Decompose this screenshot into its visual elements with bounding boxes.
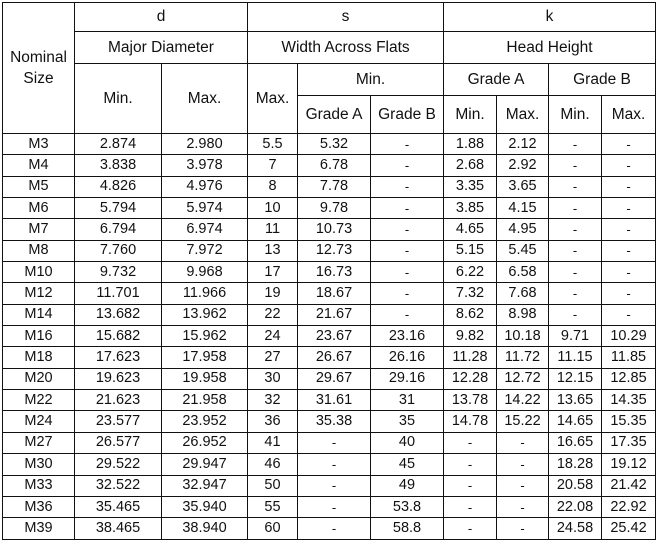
table-cell: 6.794 xyxy=(75,219,162,240)
nominal-size-cell: M39 xyxy=(3,518,75,539)
k-grade-b-max-header: Max. xyxy=(602,96,656,134)
table-cell: 12.73 xyxy=(298,240,371,261)
table-cell: 12.28 xyxy=(444,368,497,389)
table-row xyxy=(3,155,656,176)
table-cell: - xyxy=(549,134,602,155)
table-row xyxy=(3,283,656,304)
table-cell: 5.794 xyxy=(75,198,162,219)
table-cell: - xyxy=(497,432,549,453)
table-cell: 27 xyxy=(248,347,298,368)
table-row xyxy=(3,176,656,197)
s-max-header: Max. xyxy=(248,64,298,134)
table-cell: 13.78 xyxy=(444,390,497,411)
k-grade-a-header: Grade A xyxy=(444,64,549,96)
table-cell: 29.522 xyxy=(75,454,162,475)
nominal-size-header xyxy=(3,3,75,134)
table-cell: 10.73 xyxy=(298,219,371,240)
table-cell: - xyxy=(497,454,549,475)
table-cell: 50 xyxy=(248,475,298,496)
table-cell: 18.28 xyxy=(549,454,602,475)
table-row xyxy=(3,496,656,517)
table-cell: 18.67 xyxy=(298,283,371,304)
table-cell: - xyxy=(549,219,602,240)
table-row xyxy=(3,304,656,325)
table-cell: 4.826 xyxy=(75,176,162,197)
major-diameter-header: Major Diameter xyxy=(75,32,248,64)
table-cell: 29.16 xyxy=(371,368,444,389)
table-cell: - xyxy=(298,454,371,475)
table-row xyxy=(3,198,656,219)
table-cell: - xyxy=(444,475,497,496)
table-cell: 24.58 xyxy=(549,518,602,539)
table-row xyxy=(3,326,656,347)
nominal-size-cell: M5 xyxy=(3,176,75,197)
table-cell: 26.16 xyxy=(371,347,444,368)
table-cell: 6.974 xyxy=(162,219,248,240)
table-cell: - xyxy=(371,198,444,219)
table-cell: 2.874 xyxy=(75,134,162,155)
table-cell: 11.72 xyxy=(497,347,549,368)
table-cell: 3.65 xyxy=(497,176,549,197)
width-across-flats-header: Width Across Flats xyxy=(248,32,444,64)
table-cell: 11.701 xyxy=(75,283,162,304)
table-cell: 2.92 xyxy=(497,155,549,176)
table-cell: 22.08 xyxy=(549,496,602,517)
table-cell: 9.732 xyxy=(75,262,162,283)
table-cell: 6.58 xyxy=(497,262,549,283)
table-cell: 8.62 xyxy=(444,304,497,325)
table-cell: - xyxy=(298,432,371,453)
s-min-grade-b-header: Grade B xyxy=(371,96,444,134)
table-cell: - xyxy=(602,304,656,325)
s-header: s xyxy=(248,3,444,32)
table-cell: - xyxy=(444,454,497,475)
table-cell: - xyxy=(549,283,602,304)
table-cell: 11.15 xyxy=(549,347,602,368)
table-cell: 4.95 xyxy=(497,219,549,240)
table-cell: 23.16 xyxy=(371,326,444,347)
table-cell: - xyxy=(549,176,602,197)
table-cell: - xyxy=(444,432,497,453)
table-cell: 2.68 xyxy=(444,155,497,176)
table-cell: 17.623 xyxy=(75,347,162,368)
k-grade-a-min-header: Min. xyxy=(444,96,497,134)
table-cell: 21.623 xyxy=(75,390,162,411)
table-cell: 13.962 xyxy=(162,304,248,325)
table-cell: 11 xyxy=(248,219,298,240)
table-cell: 58.8 xyxy=(371,518,444,539)
table-cell: 4.15 xyxy=(497,198,549,219)
table-cell: 19.12 xyxy=(602,454,656,475)
table-cell: - xyxy=(497,518,549,539)
table-cell: - xyxy=(497,496,549,517)
table-cell: 29.947 xyxy=(162,454,248,475)
table-cell: 7.972 xyxy=(162,240,248,261)
table-row xyxy=(3,432,656,453)
table-cell: 38.465 xyxy=(75,518,162,539)
table-cell: 5.32 xyxy=(298,134,371,155)
table-cell: 8 xyxy=(248,176,298,197)
table-cell: 7.78 xyxy=(298,176,371,197)
nominal-size-cell: M20 xyxy=(3,368,75,389)
d-min-header: Min. xyxy=(75,64,162,134)
nominal-size-cell: M12 xyxy=(3,283,75,304)
table-cell: 23.952 xyxy=(162,411,248,432)
table-cell: 13 xyxy=(248,240,298,261)
table-cell: - xyxy=(602,262,656,283)
nominal-size-cell: M4 xyxy=(3,155,75,176)
table-row xyxy=(3,411,656,432)
table-cell: 19.958 xyxy=(162,368,248,389)
table-cell: - xyxy=(371,240,444,261)
table-cell: - xyxy=(602,155,656,176)
table-cell: 10.29 xyxy=(602,326,656,347)
table-row xyxy=(3,134,656,155)
table-cell: 10 xyxy=(248,198,298,219)
table-cell: - xyxy=(298,496,371,517)
table-row xyxy=(3,475,656,496)
table-row xyxy=(3,262,656,283)
table-cell: - xyxy=(371,176,444,197)
table-cell: 2.980 xyxy=(162,134,248,155)
table-cell: - xyxy=(371,134,444,155)
d-max-header: Max. xyxy=(162,64,248,134)
table-cell: 23.67 xyxy=(298,326,371,347)
table-cell: 5.5 xyxy=(248,134,298,155)
table-cell: - xyxy=(602,134,656,155)
table-header xyxy=(3,3,656,134)
s-min-header: Min. xyxy=(298,64,444,96)
nominal-size-cell: M18 xyxy=(3,347,75,368)
table-cell: 16.73 xyxy=(298,262,371,283)
table-cell: 41 xyxy=(248,432,298,453)
table-cell: - xyxy=(602,198,656,219)
table-cell: 14.22 xyxy=(497,390,549,411)
table-cell: 38.940 xyxy=(162,518,248,539)
table-cell: 31.61 xyxy=(298,390,371,411)
table-cell: 23.577 xyxy=(75,411,162,432)
table-cell: 17.958 xyxy=(162,347,248,368)
table-row xyxy=(3,347,656,368)
table-cell: 26.577 xyxy=(75,432,162,453)
table-cell: 9.78 xyxy=(298,198,371,219)
table-cell: 10.18 xyxy=(497,326,549,347)
nominal-size-cell: M33 xyxy=(3,475,75,496)
nominal-size-cell: M36 xyxy=(3,496,75,517)
table-cell: - xyxy=(298,475,371,496)
table-cell: 17.35 xyxy=(602,432,656,453)
table-cell: 15.35 xyxy=(602,411,656,432)
table-cell: 55 xyxy=(248,496,298,517)
table-cell: 22.92 xyxy=(602,496,656,517)
table-cell: 5.15 xyxy=(444,240,497,261)
table-cell: 49 xyxy=(371,475,444,496)
k-header: k xyxy=(444,3,656,32)
hex-bolt-dimensions-table xyxy=(2,2,656,540)
table-cell: 19.623 xyxy=(75,368,162,389)
table-cell: 46 xyxy=(248,454,298,475)
table-cell: 24 xyxy=(248,326,298,347)
table-cell: - xyxy=(602,176,656,197)
nominal-size-cell: M3 xyxy=(3,134,75,155)
table-cell: 53.8 xyxy=(371,496,444,517)
table-cell: 35.465 xyxy=(75,496,162,517)
table-cell: - xyxy=(444,496,497,517)
table-row xyxy=(3,518,656,539)
nominal-size-cell: M7 xyxy=(3,219,75,240)
table-cell: 22 xyxy=(248,304,298,325)
table-body xyxy=(3,134,656,540)
table-cell: 7 xyxy=(248,155,298,176)
table-row xyxy=(3,219,656,240)
table-row xyxy=(3,240,656,261)
nominal-size-cell: M30 xyxy=(3,454,75,475)
table-cell: 21.958 xyxy=(162,390,248,411)
table-cell: 5.45 xyxy=(497,240,549,261)
table-cell: 26.67 xyxy=(298,347,371,368)
table-cell: 2.12 xyxy=(497,134,549,155)
table-cell: 12.85 xyxy=(602,368,656,389)
nominal-size-cell: M14 xyxy=(3,304,75,325)
nominal-size-cell: M10 xyxy=(3,262,75,283)
table-cell: 5.974 xyxy=(162,198,248,219)
table-cell: 11.28 xyxy=(444,347,497,368)
table-cell: 9.82 xyxy=(444,326,497,347)
table-cell: 6.22 xyxy=(444,262,497,283)
table-cell: 9.71 xyxy=(549,326,602,347)
table-cell: 26.952 xyxy=(162,432,248,453)
table-cell: 21.67 xyxy=(298,304,371,325)
head-height-header: Head Height xyxy=(444,32,656,64)
table-cell: 16.65 xyxy=(549,432,602,453)
nominal-size-cell: M8 xyxy=(3,240,75,261)
nominal-size-cell: M24 xyxy=(3,411,75,432)
table-cell: - xyxy=(549,240,602,261)
table-cell: 36 xyxy=(248,411,298,432)
table-cell: 15.962 xyxy=(162,326,248,347)
table-cell: 17 xyxy=(248,262,298,283)
table-cell: 3.978 xyxy=(162,155,248,176)
table-cell: - xyxy=(444,518,497,539)
table-cell: 11.966 xyxy=(162,283,248,304)
table-cell: 3.838 xyxy=(75,155,162,176)
nominal-size-cell: M27 xyxy=(3,432,75,453)
table-row xyxy=(3,390,656,411)
table-cell: - xyxy=(602,240,656,261)
s-min-grade-a-header: Grade A xyxy=(298,96,371,134)
table-cell: 14.35 xyxy=(602,390,656,411)
table-cell: 9.968 xyxy=(162,262,248,283)
table-cell: 60 xyxy=(248,518,298,539)
table-cell: 19 xyxy=(248,283,298,304)
k-grade-b-min-header: Min. xyxy=(549,96,602,134)
table-row xyxy=(3,454,656,475)
table-cell: 30 xyxy=(248,368,298,389)
table-cell: 3.85 xyxy=(444,198,497,219)
table-cell: 35.38 xyxy=(298,411,371,432)
d-header: d xyxy=(75,3,248,32)
table-cell: 40 xyxy=(371,432,444,453)
table-cell: 20.58 xyxy=(549,475,602,496)
table-cell: 35 xyxy=(371,411,444,432)
table-cell: 35.940 xyxy=(162,496,248,517)
table-cell: - xyxy=(298,518,371,539)
table-cell: 4.976 xyxy=(162,176,248,197)
table-cell: 7.760 xyxy=(75,240,162,261)
table-cell: 3.35 xyxy=(444,176,497,197)
table-cell: 13.65 xyxy=(549,390,602,411)
table-cell: 1.88 xyxy=(444,134,497,155)
table-cell: 11.85 xyxy=(602,347,656,368)
table-cell: - xyxy=(371,219,444,240)
table-cell: 7.68 xyxy=(497,283,549,304)
nominal-size-label: Nominal Size xyxy=(10,49,67,87)
k-grade-b-header: Grade B xyxy=(549,64,656,96)
table-cell: - xyxy=(602,283,656,304)
table-cell: 45 xyxy=(371,454,444,475)
table-cell: 32.947 xyxy=(162,475,248,496)
k-grade-a-max-header: Max. xyxy=(497,96,549,134)
table-cell: 21.42 xyxy=(602,475,656,496)
nominal-size-cell: M6 xyxy=(3,198,75,219)
table-cell: 25.42 xyxy=(602,518,656,539)
table-cell: - xyxy=(549,198,602,219)
table-cell: 12.15 xyxy=(549,368,602,389)
table-cell: - xyxy=(602,219,656,240)
table-cell: 32 xyxy=(248,390,298,411)
table-row xyxy=(3,368,656,389)
table-cell: 14.65 xyxy=(549,411,602,432)
nominal-size-cell: M22 xyxy=(3,390,75,411)
table-cell: - xyxy=(371,283,444,304)
table-cell: - xyxy=(549,304,602,325)
table-cell: - xyxy=(371,262,444,283)
table-cell: 6.78 xyxy=(298,155,371,176)
table-cell: 4.65 xyxy=(444,219,497,240)
nominal-size-cell: M16 xyxy=(3,326,75,347)
table-cell: 29.67 xyxy=(298,368,371,389)
table-cell: 14.78 xyxy=(444,411,497,432)
table-cell: 8.98 xyxy=(497,304,549,325)
table-cell: - xyxy=(549,155,602,176)
table-cell: - xyxy=(549,262,602,283)
table-cell: 7.32 xyxy=(444,283,497,304)
table-cell: - xyxy=(371,155,444,176)
table-cell: 12.72 xyxy=(497,368,549,389)
table-cell: 32.522 xyxy=(75,475,162,496)
table-cell: 13.682 xyxy=(75,304,162,325)
table-cell: - xyxy=(497,475,549,496)
table-cell: 31 xyxy=(371,390,444,411)
table-cell: - xyxy=(371,304,444,325)
table-cell: 15.682 xyxy=(75,326,162,347)
table-cell: 15.22 xyxy=(497,411,549,432)
